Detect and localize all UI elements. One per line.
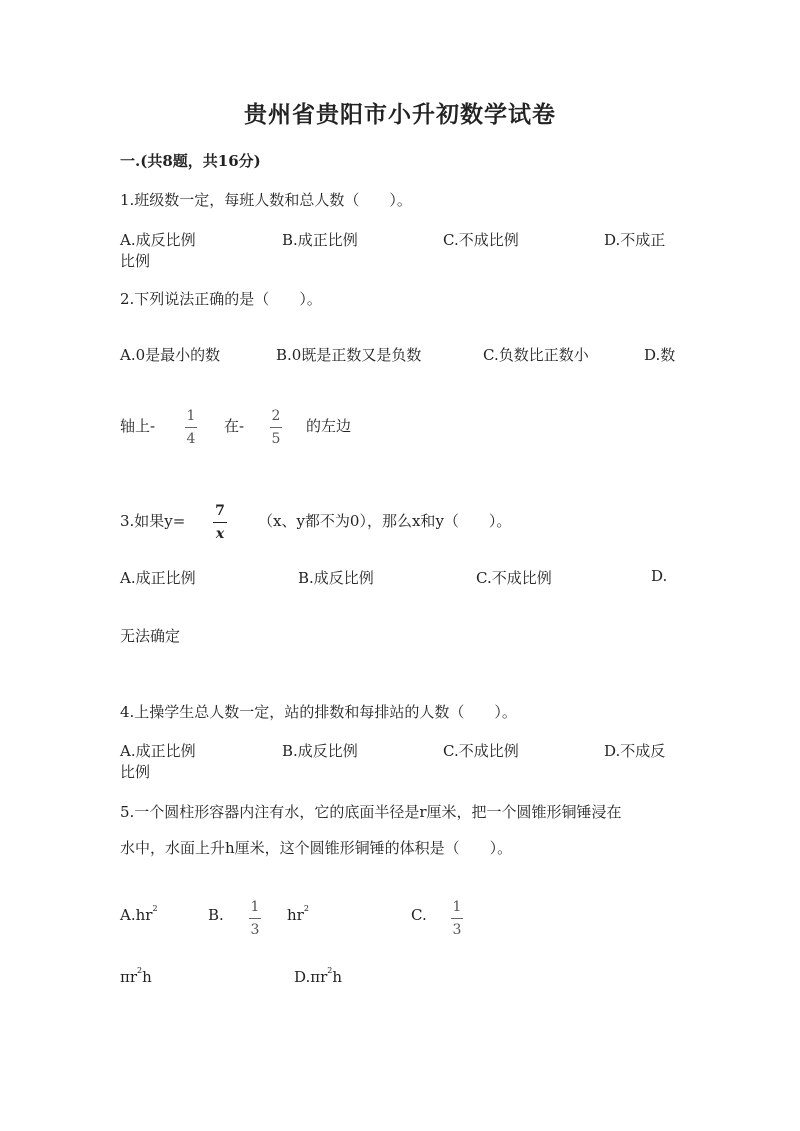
question-1-option-c: C.不成比例 [443, 231, 519, 249]
option-a-superscript: 2 [152, 904, 158, 913]
option-d-text-pre: D.πr [294, 968, 328, 986]
fraction-numerator: 2 [271, 408, 281, 424]
fraction-bar [213, 522, 227, 523]
option-d-text-post: h [332, 968, 343, 986]
question-4-option-d: D.不成反 [604, 742, 666, 760]
fraction-bar [451, 918, 463, 919]
question-4-option-c: C.不成比例 [443, 742, 519, 760]
question-1-option-a: A.成反比例 [120, 231, 196, 249]
option-b-text: hr [287, 906, 304, 924]
question-3-option-a: A.成正比例 [120, 569, 196, 587]
question-5-stem-line-1: 5.一个圆柱形容器内注有水，它的底面半径是r厘米，把一个圆锥形铜锤浸在 [120, 803, 622, 821]
question-5-option-c-continued [120, 968, 152, 986]
option-c-text-pre: πr [120, 968, 138, 986]
fraction-denominator: 3 [250, 922, 260, 938]
question-1-option-d-continued: 比例 [120, 252, 151, 270]
question-5-option-a [120, 906, 158, 924]
question-4-option-b: B.成反比例 [282, 742, 358, 760]
fraction-seven-over-x [213, 503, 227, 542]
question-4-stem: 4.上操学生总人数一定，站的排数和每排站的人数（ ）。 [120, 703, 517, 721]
fraction-denominator: x [215, 526, 225, 542]
question-2-option-d-continued-middle: 在- [224, 417, 245, 435]
page-title: 贵州省贵阳市小升初数学试卷 [244, 101, 556, 128]
question-2-option-d-continued-suffix: 的左边 [306, 417, 352, 435]
fraction-numerator: 7 [215, 503, 225, 519]
question-5-option-b-label: B. [208, 906, 224, 924]
question-2-option-c: C.负数比正数小 [483, 346, 589, 364]
question-3-option-d-continued: 无法确定 [120, 627, 181, 645]
question-4-option-a: A.成正比例 [120, 742, 196, 760]
question-3-stem-prefix: 3.如果y= [120, 512, 186, 530]
fraction-denominator: 3 [452, 922, 462, 938]
question-2-option-d: D.数 [644, 346, 676, 364]
question-2-option-a: A.0是最小的数 [120, 346, 221, 364]
fraction-numerator: 1 [250, 899, 260, 915]
fraction-denominator: 4 [186, 431, 196, 447]
question-4-option-d-continued: 比例 [120, 763, 151, 781]
question-1-option-b: B.成正比例 [282, 231, 358, 249]
fraction-bar [185, 427, 197, 428]
option-a-text: A.hr [120, 906, 153, 924]
option-c-superscript: 2 [137, 966, 143, 975]
question-5-option-d [294, 968, 342, 986]
fraction-one-third-b [249, 899, 261, 938]
fraction-one-third-c [451, 899, 463, 938]
option-c-text-post: h [142, 968, 152, 986]
question-3-option-b: B.成反比例 [298, 569, 374, 587]
fraction-denominator: 5 [271, 431, 281, 447]
option-d-superscript: 2 [327, 966, 333, 975]
question-1-stem: 1.班级数一定，每班人数和总人数（ ）。 [120, 191, 412, 209]
question-1-option-d: D.不成正 [604, 231, 666, 249]
question-5-stem-line-2: 水中，水面上升h厘米，这个圆锥形铜锤的体积是（ ）。 [120, 839, 513, 857]
fraction-two-fifths [270, 408, 282, 447]
section-header: 一.(共8题，共16分) [120, 152, 261, 170]
question-3-option-d: D. [651, 567, 668, 585]
fraction-one-quarter [185, 408, 197, 447]
question-2-option-d-continued-prefix: 轴上- [120, 417, 156, 435]
fraction-numerator: 1 [186, 408, 196, 424]
fraction-bar [249, 918, 261, 919]
question-2-option-b: B.0既是正数又是负数 [276, 346, 422, 364]
question-5-option-c-label: C. [411, 906, 427, 924]
fraction-numerator: 1 [452, 899, 462, 915]
question-3-stem-suffix: （x、y都不为0），那么x和y（ ）。 [258, 512, 512, 530]
option-b-superscript: 2 [303, 904, 309, 913]
fraction-bar [270, 427, 282, 428]
question-2-stem: 2.下列说法正确的是（ ）。 [120, 290, 322, 308]
question-3-option-c: C.不成比例 [476, 569, 552, 587]
question-5-option-b-text [287, 906, 309, 924]
